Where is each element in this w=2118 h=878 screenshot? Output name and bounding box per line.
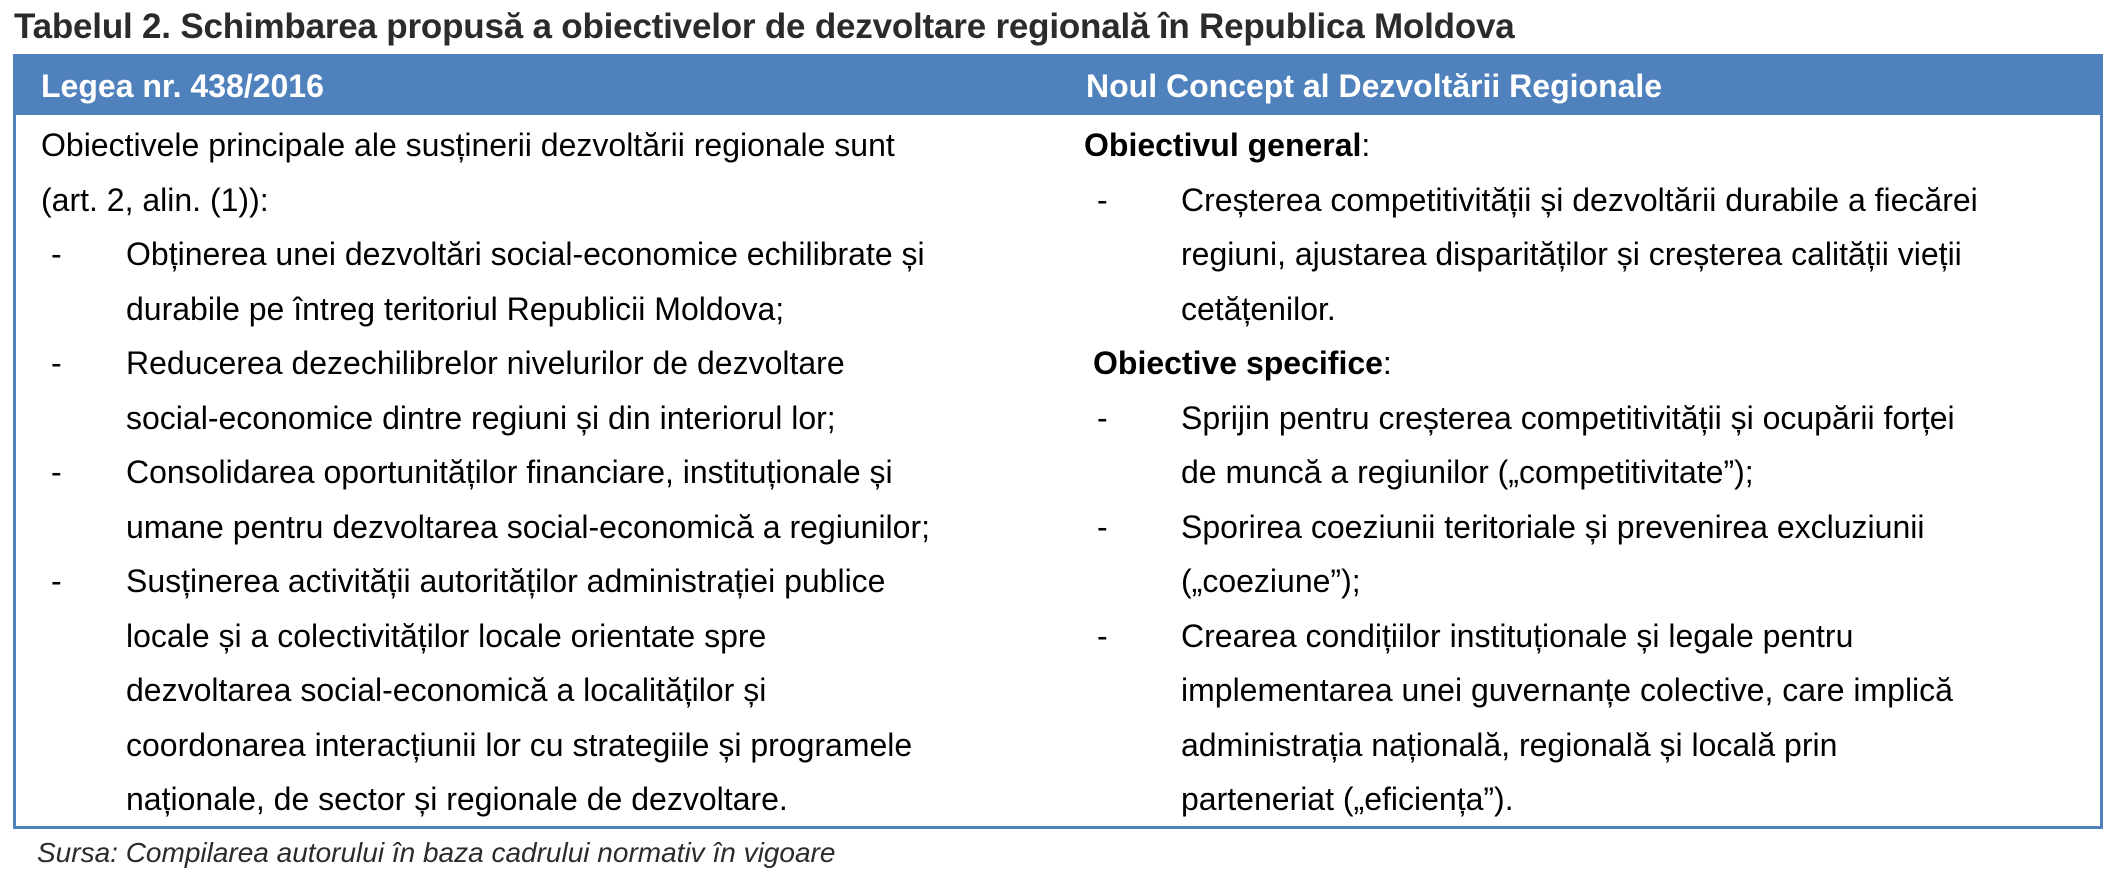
table-title: Tabelul 2. Schimbarea propusă a obiectivelor de dezvoltare regională în Republica Moldova [14,7,1515,46]
left-intro [41,118,1061,227]
left-list [41,227,1061,827]
item-line: Susținerea activității autorităților administrației publice [126,563,886,599]
item-line: Consolidarea oportunităților financiare, instituționale și [126,454,893,490]
general-list [1084,173,2094,337]
item-line: locale și a colectivităților locale orientate spre [126,617,767,654]
intro-line: (art. 2, alin. (1)): [41,181,269,218]
item-line: coordonarea interacțiunii lor cu strategiile și programele [126,726,913,763]
list-item [1084,500,2094,609]
list-item [41,445,1061,554]
item-line: Reducerea dezechilibrelor nivelurilor de dezvoltare [126,345,845,381]
header-law: Legea nr. 438/2016 [41,68,324,104]
bullet-dash: - [1097,508,1108,545]
bullet-dash: - [1097,617,1108,654]
table-header [16,57,2100,115]
item-line: umane pentru dezvoltarea social-economică a regiunilor; [126,508,930,545]
item-line: regiuni, ajustarea disparităților și creșterea calității vieții [1181,236,1962,272]
item-line: implementarea unei guvernanțe colective, care implică [1181,672,1953,708]
list-item [1084,391,2094,500]
item-line: durabile pe întreg teritoriul Republicii Moldova; [126,290,785,327]
item-line: Sprijin pentru creșterea competitivității și ocupării forței [1181,399,1955,436]
list-item [41,336,1061,445]
list-item [41,227,1061,336]
right-column [1084,118,2094,827]
specific-objectives-heading: Obiective specifice: [1093,345,1392,381]
item-line: Crearea condițiilor instituționale și legale pentru [1181,617,1854,654]
item-line: de muncă a regiunilor („competitivitate”); [1181,454,1754,490]
intro-line: Obiectivele principale ale susținerii dezvoltării regionale sunt [41,127,895,163]
objectives-table [13,54,2103,829]
item-line: („coeziune”); [1181,563,1361,599]
list-item [1084,609,2094,827]
item-line: cetățenilor. [1181,290,1336,327]
item-line: naționale, de sector și regionale de dezvoltare. [126,781,788,817]
item-line: administrația națională, regională și locală prin [1181,726,1838,763]
list-item [41,554,1061,827]
item-line: Creșterea competitivității și dezvoltării durabile a fiecărei [1181,181,1978,218]
item-line: Sporirea coeziunii teritoriale și prevenirea excluziunii [1181,508,1925,545]
bullet-dash: - [51,345,62,381]
bullet-dash: - [51,454,62,490]
item-line: social-economice dintre regiuni și din interiorul lor; [126,399,836,436]
bullet-dash: - [51,236,62,272]
bullet-dash: - [1097,181,1108,218]
specific-list [1084,391,2094,827]
general-objective-heading: Obiectivul general: [1084,127,1371,163]
item-line: Obținerea unei dezvoltări social-economice echilibrate și [126,236,925,272]
item-line: parteneriat („eficiența”). [1181,781,1514,817]
source-note: Sursa: Compilarea autorului în baza cadrului normativ în vigoare [37,837,836,868]
bullet-dash: - [51,563,62,599]
list-item [1084,173,2094,337]
left-column [41,118,1061,827]
header-concept: Noul Concept al Dezvoltării Regionale [1086,68,1663,104]
item-line: dezvoltarea social-economică a localităților și [126,672,767,708]
bullet-dash: - [1097,399,1108,436]
